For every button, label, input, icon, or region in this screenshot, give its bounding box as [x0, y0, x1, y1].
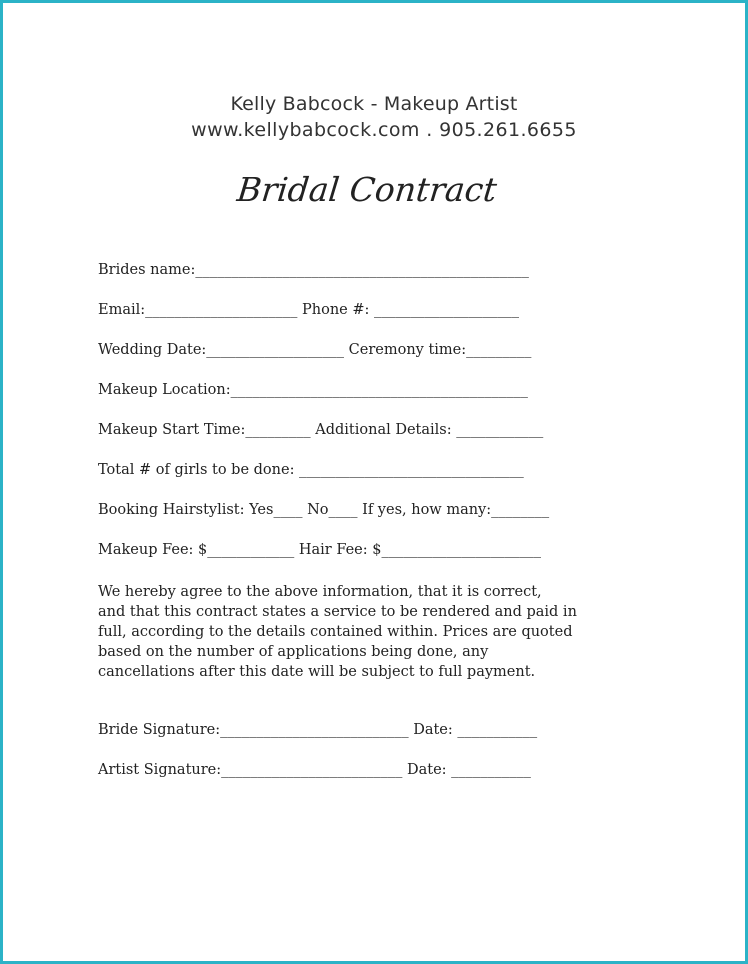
brides-name-field: Brides name:______________________________________________	[98, 262, 529, 278]
artist-name: Kelly Babcock - Makeup Artist	[230, 93, 518, 115]
total-girls-field: Total # of girls to be done: _______________________________	[98, 462, 524, 478]
agreement-line: full, according to the details contained within. Prices are quoted	[98, 624, 573, 640]
agreement-line: and that this contract states a service to be rendered and paid in	[98, 604, 577, 620]
wedding-date-ceremony-field: Wedding Date:___________________ Ceremony time:_________	[98, 342, 532, 358]
agreement-paragraph	[98, 582, 638, 682]
booking-hairstylist-field: Booking Hairstylist: Yes____ No____ If yes, how many:________	[98, 502, 550, 518]
agreement-line: cancellations after this date will be subject to full payment.	[98, 664, 536, 680]
agreement-line: based on the number of applications being done, any	[98, 644, 489, 660]
artist-contact: www.kellybabcock.com . 905.261.6655	[191, 119, 577, 141]
makeup-location-field: Makeup Location:_________________________________________	[98, 382, 528, 398]
start-time-details-field: Makeup Start Time:_________ Additional Details: ____________	[98, 422, 544, 438]
artist-signature-field: Artist Signature:_________________________ Date: ___________	[98, 762, 531, 778]
contract-title: Bridal Contract	[235, 170, 499, 209]
fees-field: Makeup Fee: $____________ Hair Fee: $______________________	[98, 542, 541, 558]
agreement-line: We hereby agree to the above information, that it is correct,	[98, 584, 542, 600]
email-phone-field: Email:_____________________ Phone #: ____________________	[98, 302, 519, 318]
bride-signature-field: Bride Signature:__________________________ Date: ___________	[98, 722, 538, 738]
